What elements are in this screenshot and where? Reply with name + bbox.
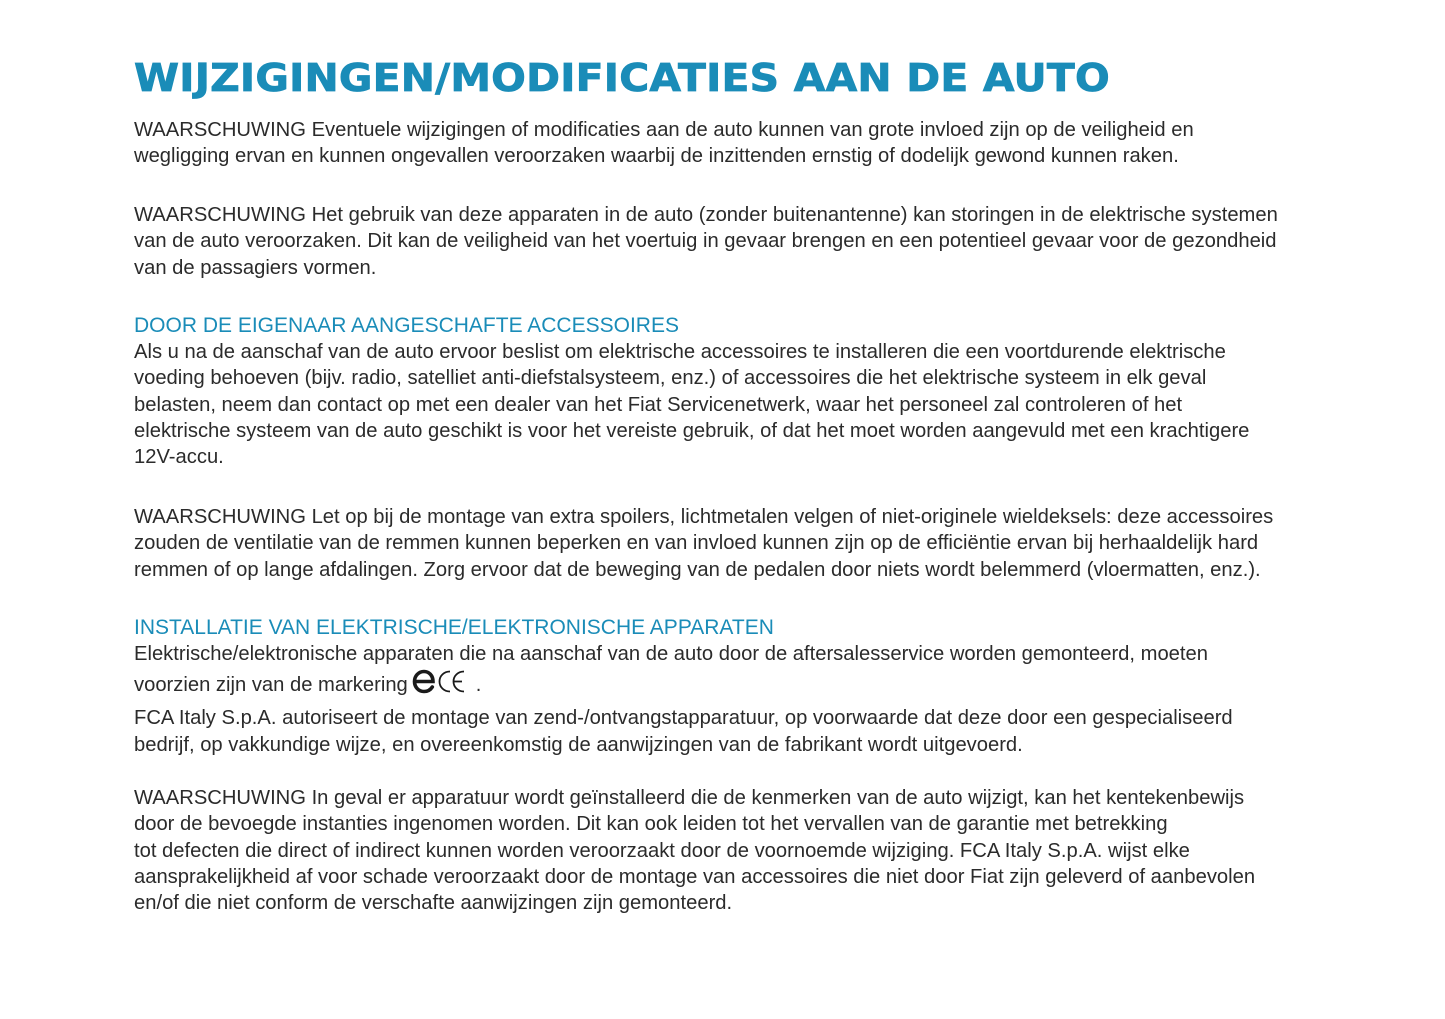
page-title: WIJZIGINGEN/MODIFICATIES AAN DE AUTO (134, 56, 1110, 100)
text-line: belasten, neem dan contact op met een dealer van het Fiat Servicenetwerk, waar het personeel zal controleren of het (134, 393, 1183, 416)
text-line: aansprakelijkheid af voor schade veroorzaakt door de montage van accessoires die niet door Fiat zijn geleverd of aanbevolen (134, 865, 1256, 888)
text-line: door de bevoegde instanties ingenomen worden. Dit kan ook leiden tot het vervallen van de garantie met betrekking (134, 813, 1168, 836)
text-fragment: voorzien zijn van de markering (134, 674, 408, 697)
text-line: WAARSCHUWING In geval er apparatuur wordt geïnstalleerd die de kenmerken van de auto wijzigt, kan het kentekenbewijs (134, 787, 1245, 809)
section-installation (134, 615, 1334, 758)
text-line: van de passagiers vormen. (134, 256, 377, 279)
text-line-with-mark (134, 667, 1334, 705)
warning-paragraph-modifications (134, 117, 1334, 170)
text-line: tot defecten die direct of indirect kunnen worden veroorzaakt door de voornoemde wijziging. FCA Italy S.p.A. wijst elke (134, 839, 1190, 862)
text-line: zouden de ventilatie van de remmen kunnen beperken en van invloed kunnen zijn op de efficiëntie ervan bij herhaaldelijk hard (134, 532, 1259, 555)
text-line: voeding behoeven (bijv. radio, satelliet anti-diefstalsysteem, enz.) of accessoires die het elektrische systeem in elk geval (134, 367, 1207, 390)
text-line: 12V-accu. (134, 446, 224, 469)
text-line: WAARSCHUWING Let op bij de montage van extra spoilers, lichtmetalen velgen of niet-originele wieldeksels: deze accessoires (134, 506, 1274, 528)
text-line: remmen of op lange afdalingen. Zorg ervoor dat de beweging van de pedalen door niets wordt belemmerd (vloermatten, enz.). (134, 558, 1261, 581)
text-line: WAARSCHUWING Het gebruik van deze apparaten in de auto (zonder buitenantenne) kan storingen in de elektrische systemen (134, 204, 1278, 226)
text-line: Elektrische/elektronische apparaten die na aanschaf van de auto door de aftersalesservice worden gemonteerd, moeten (134, 643, 1208, 665)
section-heading-installation: INSTALLATIE VAN ELEKTRISCHE/ELEKTRONISCHE APPARATEN (134, 616, 774, 639)
text-line: wegligging ervan en kunnen ongevallen veroorzaken waarbij de inzittenden ernstig of dodelijk gewond kunnen raken. (134, 145, 1179, 168)
text-fragment: . (475, 674, 482, 697)
text-line: Als u na de aanschaf van de auto ervoor beslist om elektrische accessoires te installeren die een voortdurende elektrische (134, 341, 1226, 363)
text-line: FCA Italy S.p.A. autoriseert de montage van zend-/ontvangstapparatuur, op voorwaarde dat deze door een gespecialiseerd (134, 707, 1233, 730)
warning-paragraph-interference (134, 202, 1334, 281)
text-line: van de auto veroorzaken. Dit kan de veiligheid van het voertuig in gevaar brengen en een potentieel gevaar voor de gezondheid (134, 230, 1277, 253)
warning-paragraph-spoilers (134, 504, 1334, 583)
text-line: WAARSCHUWING Eventuele wijzigingen of modificaties aan de auto kunnen van grote invloed zijn op de veiligheid en (134, 119, 1194, 141)
warning-paragraph-registration (134, 785, 1334, 916)
text-line: bedrijf, op vakkundige wijze, en overeenkomstig de aanwijzingen van de fabrikant wordt uitgevoerd. (134, 733, 1023, 756)
text-line: en/of die niet conform de verschafte aanwijzingen zijn gemonteerd. (134, 892, 733, 915)
text-line: elektrische systeem van de auto geschikt is voor het vereiste gebruik, of dat het moet worden aangevuld met een krachtigere (134, 419, 1250, 442)
section-heading-accessories: DOOR DE EIGENAAR AANGESCHAFTE ACCESSOIRES (134, 314, 679, 337)
section-accessories (134, 313, 1334, 470)
e-ce-marking-icon (412, 667, 476, 705)
